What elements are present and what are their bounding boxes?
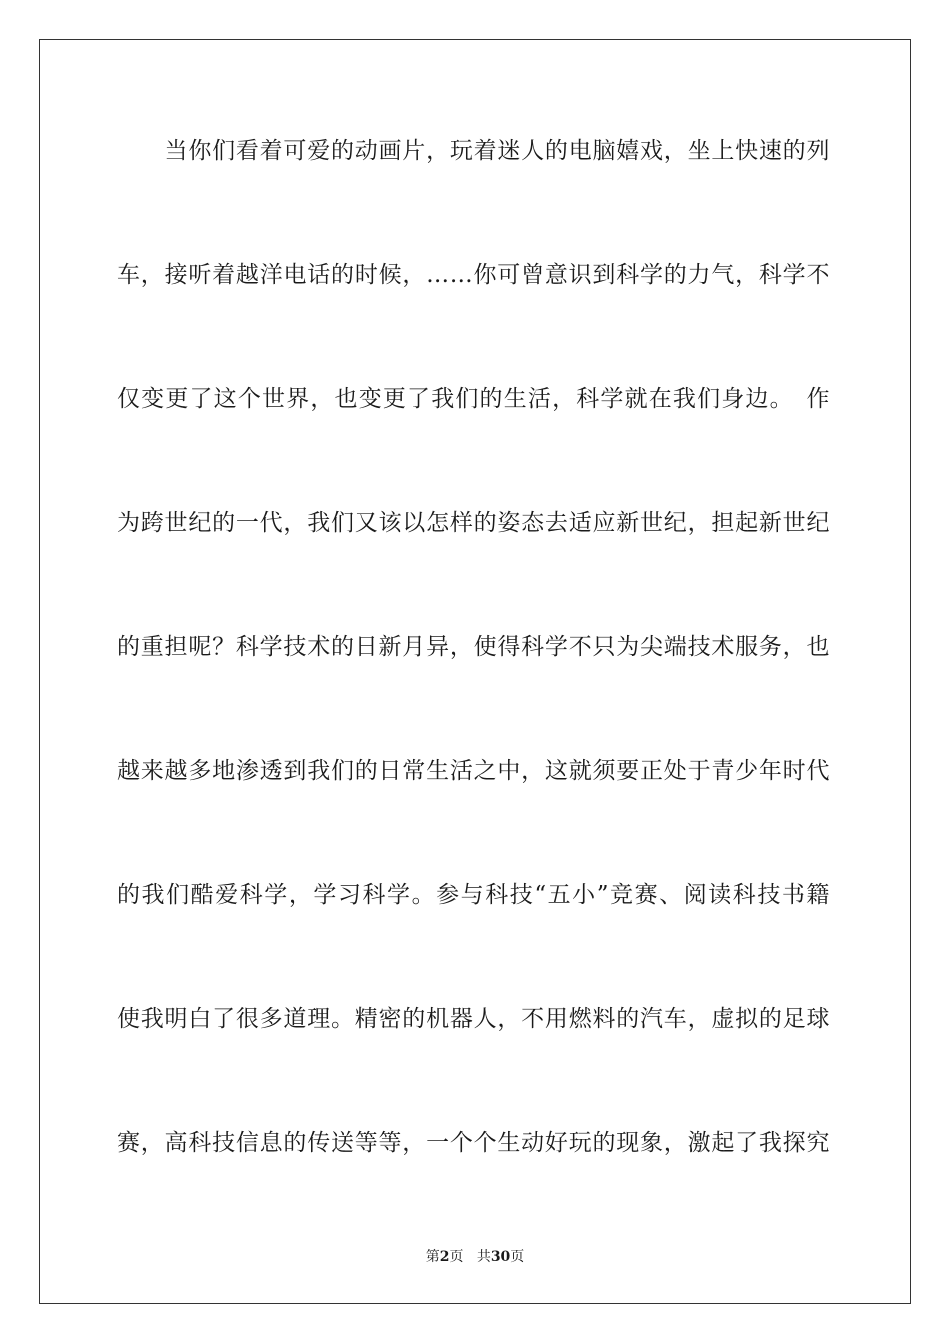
total-label-prefix: 共 xyxy=(476,1249,491,1265)
body-text-line: 赛，高科技信息的传送等等，一个个生动好玩的现象，激起了我探究 xyxy=(117,1130,830,1156)
body-text-line: 仅变更了这个世界，也变更了我们的生活，科学就在我们身边。 作 xyxy=(117,386,830,412)
body-text-line: 使我明白了很多道理。精密的机器人，不用燃料的汽车，虚拟的足球 xyxy=(117,1006,830,1032)
page-number: 2 xyxy=(439,1249,450,1265)
total-pages: 30 xyxy=(490,1249,511,1265)
body-text-line: 当你们看着可爱的动画片，玩着迷人的电脑嬉戏，坐上快速的列 xyxy=(117,138,830,164)
page-label-suffix: 页 xyxy=(449,1249,464,1265)
page-border xyxy=(39,39,911,1304)
body-text-line: 越来越多地渗透到我们的日常生活之中，这就须要正处于青少年时代 xyxy=(117,758,830,784)
total-label-suffix: 页 xyxy=(510,1249,525,1265)
body-text-line: 的我们酷爱科学，学习科学。参与科技“五小”竞赛、阅读科技书籍 xyxy=(117,882,830,908)
body-text-line: 车，接听着越洋电话的时候，……你可曾意识到科学的力气，科学不 xyxy=(117,262,830,288)
body-text-line: 的重担呢？科学技术的日新月异，使得科学不只为尖端技术服务，也 xyxy=(117,634,830,660)
page-footer xyxy=(0,1248,950,1266)
page-label-prefix: 第 xyxy=(425,1249,440,1265)
body-text-line: 为跨世纪的一代，我们又该以怎样的姿态去适应新世纪，担起新世纪 xyxy=(117,510,830,536)
